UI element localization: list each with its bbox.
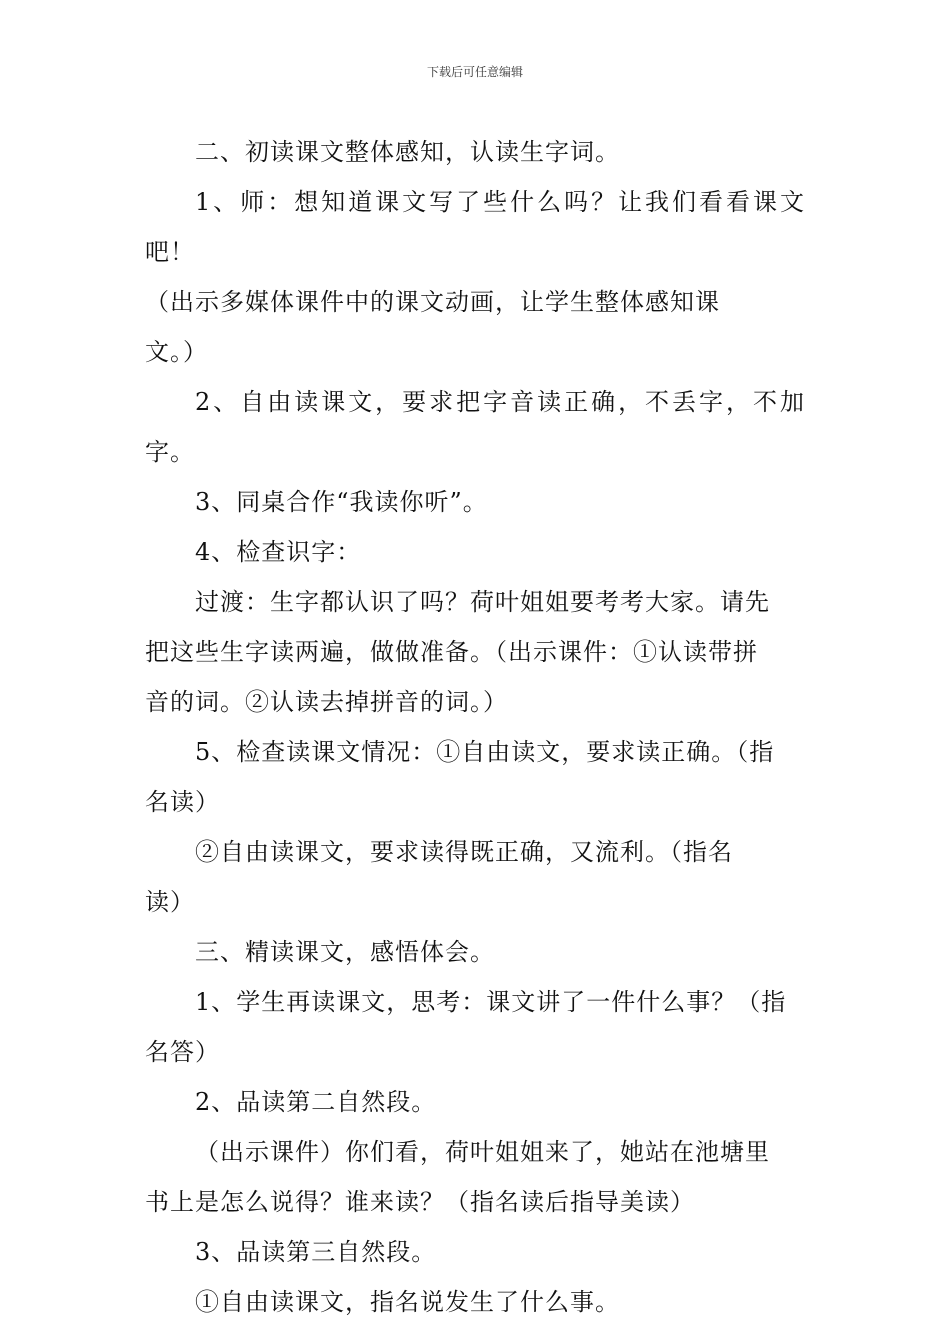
text-line: 书上是怎么说得？谁来读？（指名读后指导美读）: [145, 1188, 695, 1216]
text-line: （出示课件）你们看，荷叶姐姐来了，她站在池塘里: [195, 1138, 770, 1166]
paragraph-transition: [145, 577, 805, 727]
paragraph-section-3-step-3: [145, 1227, 805, 1277]
text-line: 2、自由读课文，要求把字音读正确，不丢字，不加字。: [145, 388, 805, 466]
paragraph-step-5-b: [145, 827, 805, 927]
paragraph-section-3-step-2: [145, 1077, 805, 1127]
text-line: 2、品读第二自然段。: [195, 1088, 437, 1116]
text-line: 把这些生字读两遍，做做准备。（出示课件：①认读带拼: [145, 638, 758, 666]
text-line: 文。）: [145, 338, 208, 366]
text-line: 1、师：想知道课文写了些什么吗？让我们看看课文吧！: [145, 188, 805, 266]
paragraph-step-4: [145, 527, 805, 577]
text-line: 3、同桌合作“我读你听”。: [195, 488, 488, 516]
text-line: 1、学生再读课文，思考：课文讲了一件什么事？（指: [195, 988, 787, 1016]
paragraph-step-3: [145, 477, 805, 527]
text-line: 3、品读第三自然段。: [195, 1238, 437, 1266]
page-header: 下载后可任意编辑: [426, 65, 523, 79]
text-line: 4、检查识字：: [195, 538, 362, 566]
text-line: 二、初读课文整体感知，认读生字词。: [195, 138, 620, 166]
paragraph-step-2: [145, 377, 805, 477]
paragraph-courseware: [145, 1127, 805, 1227]
paragraph-section-3-step-1: [145, 977, 805, 1077]
text-line: （出示多媒体课件中的课文动画，让学生整体感知课: [145, 288, 720, 316]
paragraph-section-3-title: [145, 927, 805, 977]
text-line: ②自由读课文，要求读得既正确，又流利。（指名: [195, 838, 733, 866]
text-line: 读）: [145, 888, 195, 916]
text-line: 三、精读课文，感悟体会。: [195, 938, 495, 966]
paragraph-section-2-title: [145, 127, 805, 177]
text-line: 音的词。②认读去掉拼音的词。）: [145, 688, 508, 716]
text-line: 过渡：生字都认识了吗？荷叶姐姐要考考大家。请先: [195, 588, 770, 616]
document-body: [145, 127, 805, 1327]
paragraph-section-3-step-3-a: [145, 1277, 805, 1327]
text-line: ①自由读课文，指名说发生了什么事。: [195, 1288, 620, 1316]
text-line: 5、检查读课文情况：①自由读文，要求读正确。（指: [195, 738, 775, 766]
paragraph-step-1: [145, 177, 805, 377]
paragraph-step-5: [145, 727, 805, 827]
text-line: 名答）: [145, 1038, 220, 1066]
text-line: 名读）: [145, 788, 220, 816]
